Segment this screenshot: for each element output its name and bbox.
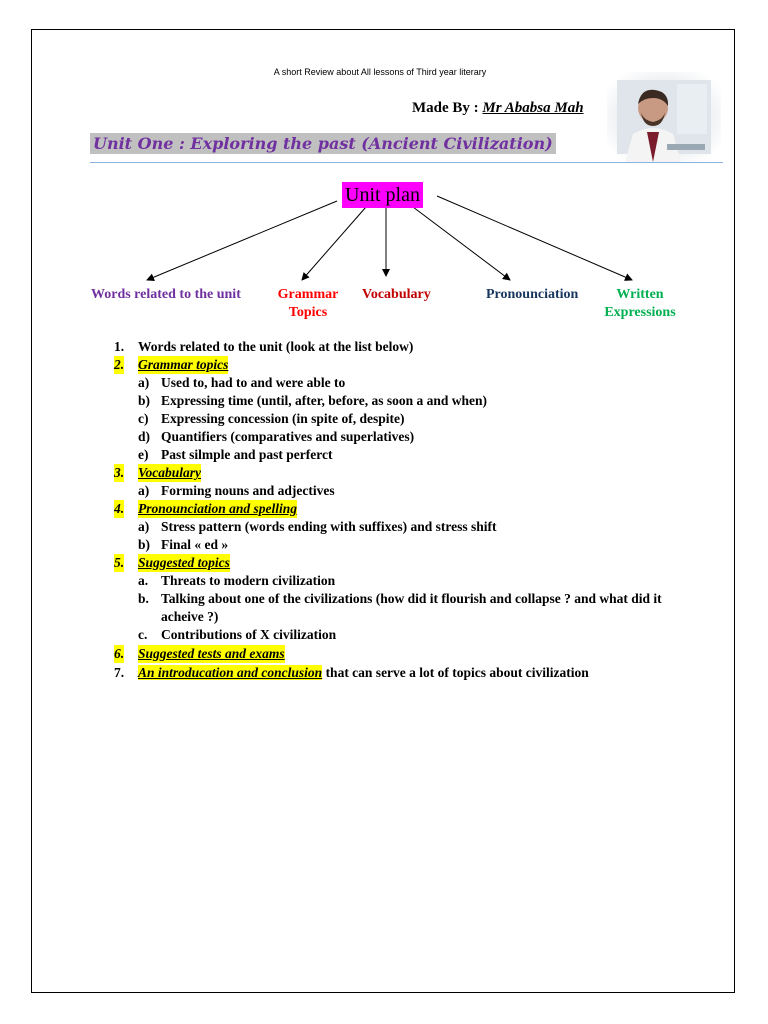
list-sub-item: e) Past silmple and past perferct xyxy=(138,447,333,462)
list-item-rest: that can serve a lot of topics about civilization xyxy=(322,665,589,680)
unit-title: Unit One : Exploring the past (Ancient Civilization) xyxy=(90,133,556,154)
made-by-label: Made By : xyxy=(412,100,479,116)
list-sub-item: b) Final « ed » xyxy=(138,537,229,552)
list-sub-item: c) Expressing concession (in spite of, despite) xyxy=(138,411,405,426)
topics-list xyxy=(114,338,674,682)
arrow-to-pronunciation xyxy=(413,207,510,280)
branch-pronunciation: Pronounciation xyxy=(486,287,579,302)
list-item: 2. Grammar topics xyxy=(114,356,674,374)
list-item: 4. Pronounciation and spelling xyxy=(114,500,674,518)
branch-grammar-line1: Grammar xyxy=(277,287,339,302)
branch-vocabulary: Vocabulary xyxy=(362,287,431,302)
list-item: 6. Suggested tests and exams xyxy=(114,645,674,664)
list-sub-item: d) Quantifiers (comparatives and superlatives) xyxy=(138,429,415,444)
list-sub-item: a. Threats to modern civilization xyxy=(138,573,336,588)
list-sub-item: b) Expressing time (until, after, before, as soon a and when) xyxy=(138,393,488,408)
arrow-to-written xyxy=(437,196,632,280)
list-item-highlight: An introducation and conclusion xyxy=(138,665,323,680)
arrow-to-words xyxy=(147,201,337,280)
branch-grammar xyxy=(272,286,344,322)
branch-written xyxy=(600,286,680,322)
branch-written-line2: Expressions xyxy=(604,305,676,320)
list-item: 7. An introducation and conclusion that can serve a lot of topics about civilization xyxy=(114,665,589,680)
list-sub-item: a) Forming nouns and adjectives xyxy=(138,483,335,498)
list-item: 1. Words related to the unit (look at the list below) xyxy=(114,339,414,354)
branch-words: Words related to the unit xyxy=(91,287,241,302)
unit-plan-box: Unit plan xyxy=(342,182,423,208)
list-sub-item: c. Contributions of X civilization xyxy=(138,627,337,642)
list-item: 5. Suggested topics xyxy=(114,554,674,572)
author-name: Mr Ababsa Mah xyxy=(482,100,584,116)
arrow-to-grammar xyxy=(302,207,366,280)
list-item: 3. Vocabulary xyxy=(114,464,674,482)
list-sub-item: b. Talking about one of the civilizations (how did it flourish and collapse ? and what did it acheive ?) xyxy=(138,591,662,625)
list-sub-item: a) Used to, had to and were able to xyxy=(138,375,346,390)
unit-plan-arrows xyxy=(0,0,768,330)
header-note: A short Review about All lessons of Third year literary xyxy=(273,67,487,77)
branch-written-line1: Written xyxy=(616,287,664,302)
branch-grammar-line2: Topics xyxy=(288,305,328,320)
list-sub-item: a) Stress pattern (words ending with suffixes) and stress shift xyxy=(138,519,497,534)
